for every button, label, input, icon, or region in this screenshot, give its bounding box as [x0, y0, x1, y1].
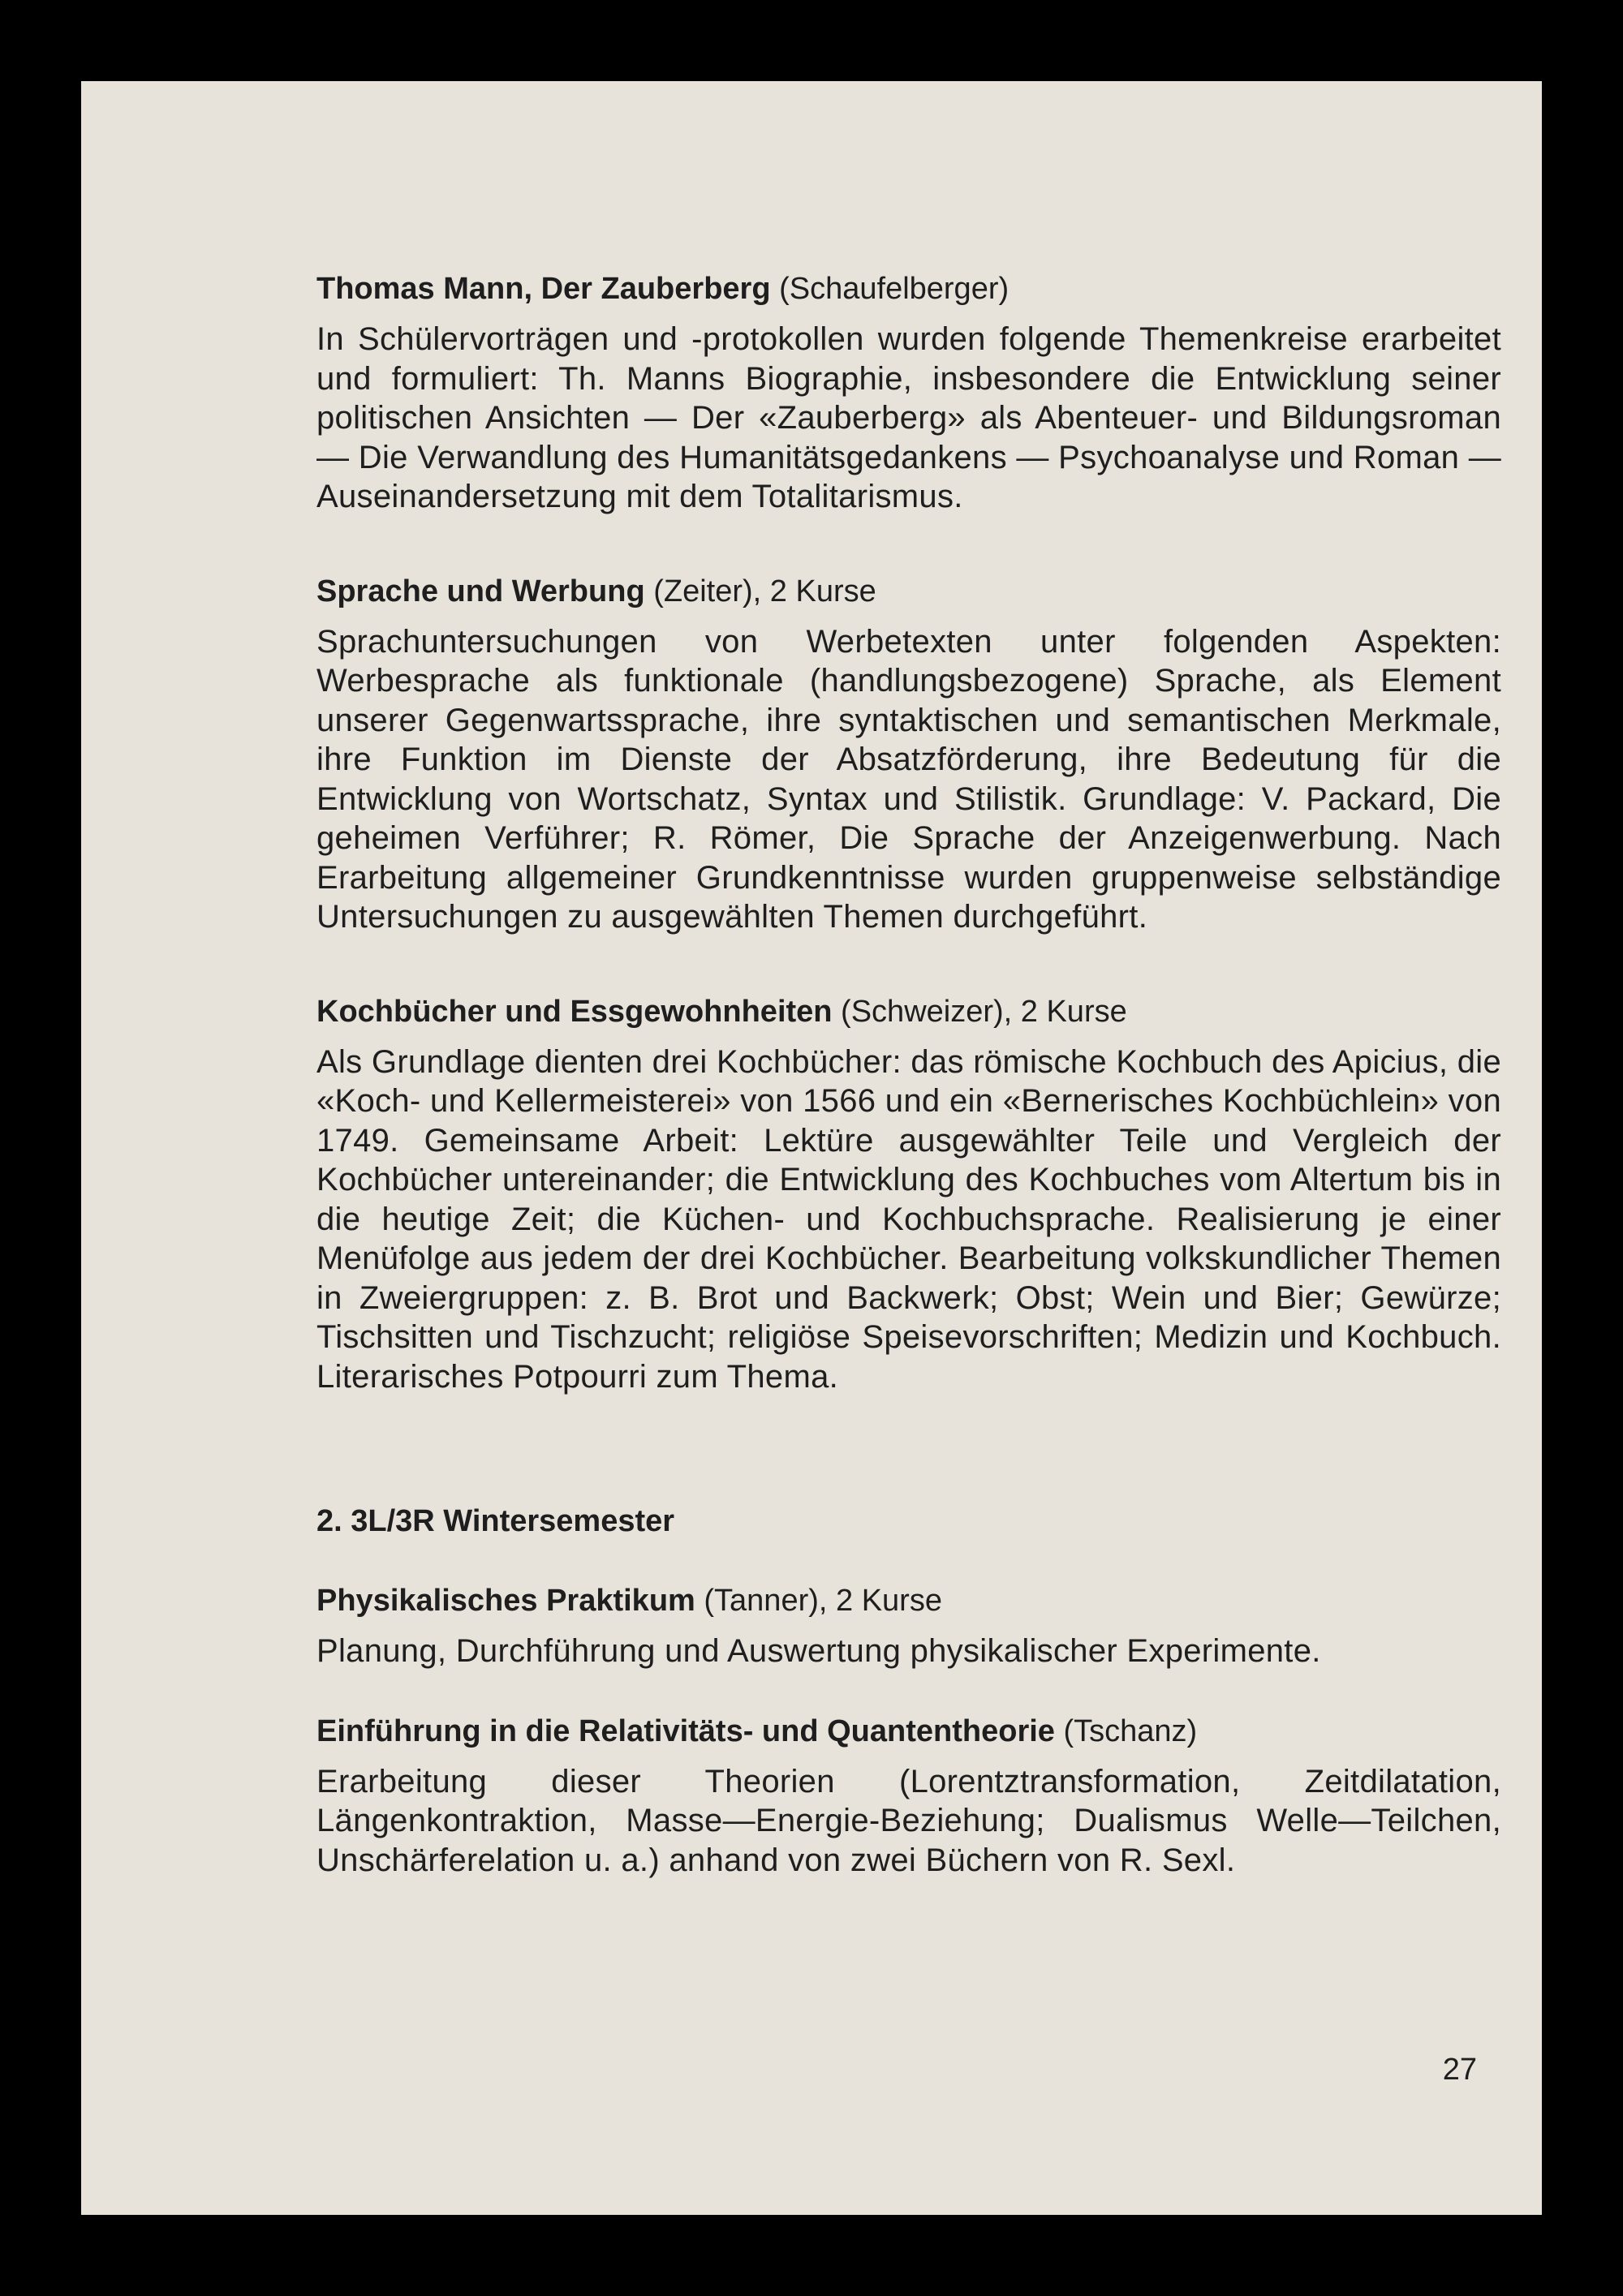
- entry-zauberberg: [316, 269, 1501, 517]
- entry-title-main: Kochbücher und Essgewohnheiten: [316, 994, 833, 1029]
- entry-kochbuecher: [316, 992, 1501, 1397]
- entry-body: Als Grundlage dienten drei Kochbücher: das römische Kochbuch des Apicius, die «Koch- und Kellermeisterei» von 1566 und ein «Bernerisches Kochbüchlein» von 1749. Gemeinsame Arbeit: Lektüre ausgewählter Teile und Vergleich der Kochbücher untereinander; die Entwicklung des Kochbuches vom Altertum bis in die heutige Zeit; die Küchen- und Kochbuchsprache. Realisierung je einer Menüfolge aus jedem der drei Kochbücher. Bearbeitung volkskundlicher Themen in Zweiergruppen: z. B. Brot und Backwerk; Obst; Wein und Bier; Gewürze; Tischsitten und Tischzucht; religiöse Speisevorschriften; Medizin und Kochbuch. Literarisches Potpourri zum Thema.: [316, 1043, 1501, 1395]
- entry-title-meta: (Zeiter), 2 Kurse: [644, 574, 876, 608]
- entry-relativitaet: [316, 1712, 1501, 1881]
- entry-title-meta: (Schaufelberger): [770, 272, 1010, 306]
- entry-title-main: Physikalisches Praktikum: [316, 1584, 695, 1618]
- entry-body: Erarbeitung dieser Theorien (Lorentztransformation, Zeitdilatation, Längenkontraktion, Masse—Energie-Beziehung; Dualismus Welle—Teilchen, Unschärferelation u. a.) anhand von zwei Büchern von R. Sexl.: [316, 1763, 1501, 1878]
- entry-title: [316, 1712, 1501, 1751]
- entry-body: Sprachuntersuchungen von Werbetexten unter folgenden Aspekten: Werbesprache als funktionale (handlungsbezogene) Sprache, als Element unserer Gegenwartssprache, ihre syntaktischen und semantischen Merkmale, ihre Funktion im Dienste der Absatzförderung, ihre Bedeutung für die Entwicklung von Wortschatz, Syntax und Stilistik. Grundlage: V. Packard, Die geheimen Verführer; R. Römer, Die Sprache der Anzeigenwerbung. Nach Erarbeitung allgemeiner Grundkenntnisse wurden gruppenweise selbständige Untersuchungen zu ausgewählten Themen durchgeführt.: [316, 623, 1501, 935]
- entry-title-meta: (Tanner), 2 Kurse: [695, 1584, 942, 1618]
- entry-body: In Schülervorträgen und -protokollen wurden folgende Themenkreise erarbeitet und formuliert: Th. Manns Biographie, insbesondere die Entwicklung seiner politischen Ansichten — Der «Zauberberg» als Abenteuer- und Bildungsroman — Die Verwandlung des Humanitätsgedankens — Psychoanalyse und Roman — Auseinandersetzung mit dem Totalitarismus.: [316, 321, 1501, 514]
- entry-title: [316, 1581, 1501, 1620]
- entry-title: [316, 992, 1501, 1031]
- entry-title-main: Thomas Mann, Der Zauberberg: [316, 272, 771, 306]
- entry-physik-praktikum: [316, 1581, 1501, 1671]
- document-page: [81, 81, 1542, 2215]
- entry-title-meta: (Tschanz): [1054, 1713, 1198, 1748]
- entry-title: [316, 269, 1501, 308]
- section-heading: 2. 3L/3R Wintersemester: [316, 1504, 675, 1538]
- entry-title-meta: (Schweizer), 2 Kurse: [832, 994, 1127, 1029]
- page-content: [316, 269, 1501, 1935]
- entry-title-main: Einführung in die Relativitäts- und Quantentheorie: [316, 1713, 1055, 1748]
- entry-body: Planung, Durchführung und Auswertung physikalischer Experimente.: [316, 1633, 1321, 1669]
- page-number: 27: [1442, 2053, 1477, 2087]
- entry-title: [316, 572, 1501, 611]
- entry-sprache-werbung: [316, 572, 1501, 937]
- entry-title-main: Sprache und Werbung: [316, 574, 645, 608]
